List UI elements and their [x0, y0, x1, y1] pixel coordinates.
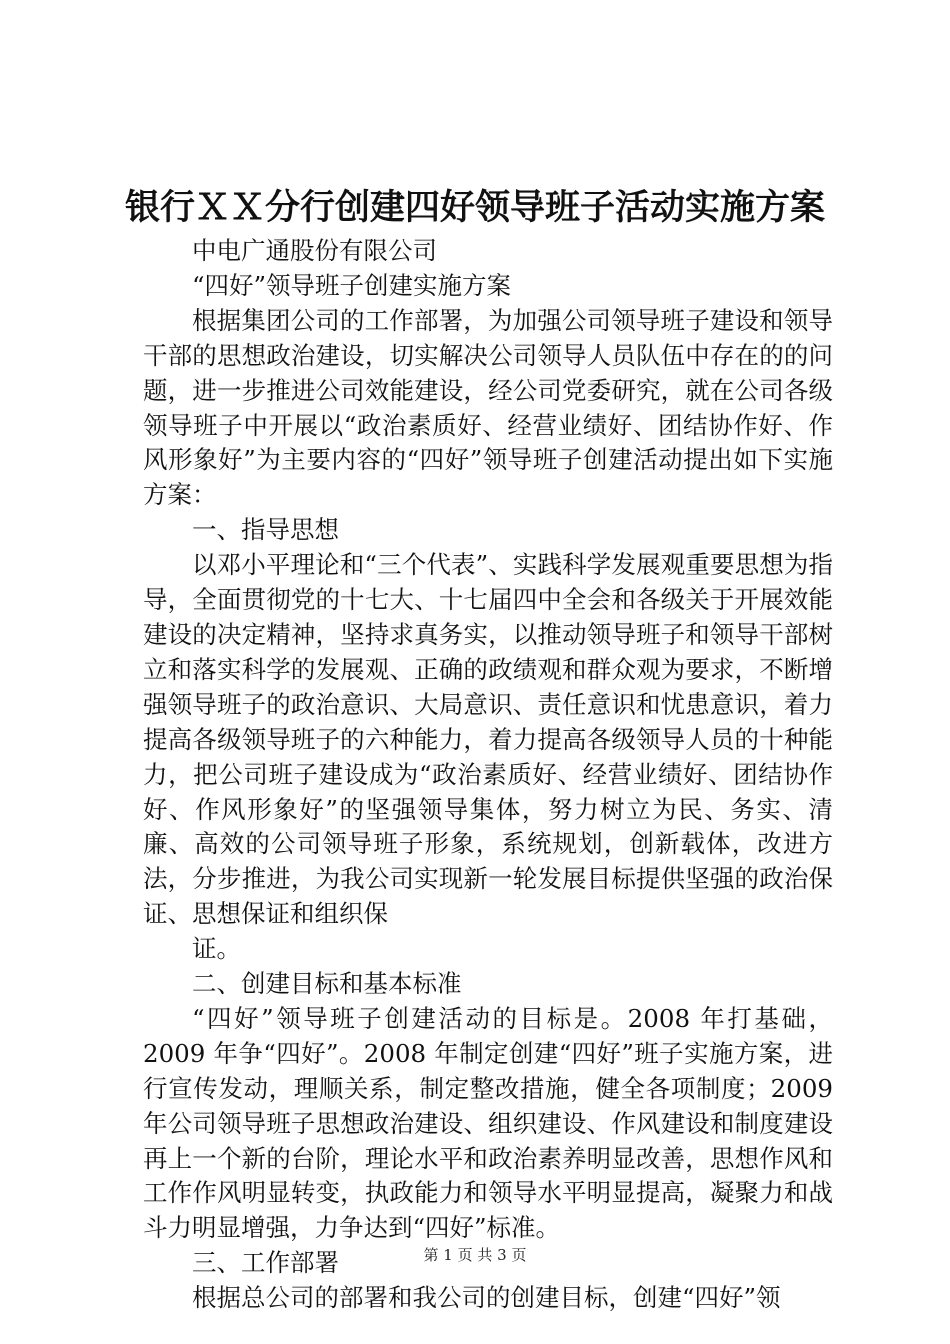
goals-paragraph: “四好”领导班子创建活动的目标是。2008 年打基础，2009 年争“四好”。2008 年制定创建“四好”班子实施方案，进行宣传发动，理顺关系，制定整改措施，健全各项制度；2009 年公司领导班子思想政治建设、组织建设、作风建设和制度建设再上一个新的台阶，理论水平和政治素养明显改善，思想作风和工作作风明显转变，执政能力和领导水平明显提高，凝聚力和战斗力明显增强，力争达到“四好”标准。 [143, 1003, 833, 1243]
document-body [143, 234, 833, 1316]
plan-subtitle: “四好”领导班子创建实施方案 [192, 270, 512, 300]
page-footer: 第 1 页 共 3 页 [423, 1246, 527, 1264]
section-heading-goals: 二、创建目标和基本标准 [192, 969, 462, 999]
section-heading-deployment: 三、工作部署 [192, 1248, 339, 1278]
guiding-ideology-continuation: 证。 [192, 934, 241, 964]
section-heading-guiding-ideology: 一、指导思想 [192, 515, 339, 545]
document-title: 银行ＸＸ分行创建四好领导班子活动实施方案 [124, 187, 825, 228]
guiding-ideology-paragraph: 以邓小平理论和“三个代表”、实践科学发展观重要思想为指导，全面贯彻党的十七大、十七届四中全会和各级关于开展效能建设的决定精神，坚持求真务实，以推动领导班子和领导干部树立和落实科学的发展观、正确的政绩观和群众观为要求，不断增强领导班子的政治意识、大局意识、责任意识和忧患意识，着力提高各级领导班子的六种能力，着力提高各级领导人员的十种能力，把公司班子建设成为“政治素质好、经营业绩好、团结协作好、作风形象好”的坚强领导集体，努力树立为民、务实、清廉、高效的公司领导班子形象，系统规划，创新载体，改进方法，分步推进，为我公司实现新一轮发展目标提供坚强的政治保证、思想保证和组织保 [143, 550, 833, 929]
company-name: 中电广通股份有限公司 [192, 236, 437, 265]
intro-paragraph: 根据集团公司的工作部署，为加强公司领导班子建设和领导干部的思想政治建设，切实解决公司领导人员队伍中存在的的问题，进一步推进公司效能建设，经公司党委研究，就在公司各级领导班子中开展以“政治素质好、经营业绩好、团结协作好、作风形象好”为主要内容的“四好”领导班子创建活动提出如下实施方案： [143, 305, 833, 510]
deployment-paragraph: 根据总公司的部署和我公司的创建目标，创建“四好”领 [192, 1283, 781, 1313]
